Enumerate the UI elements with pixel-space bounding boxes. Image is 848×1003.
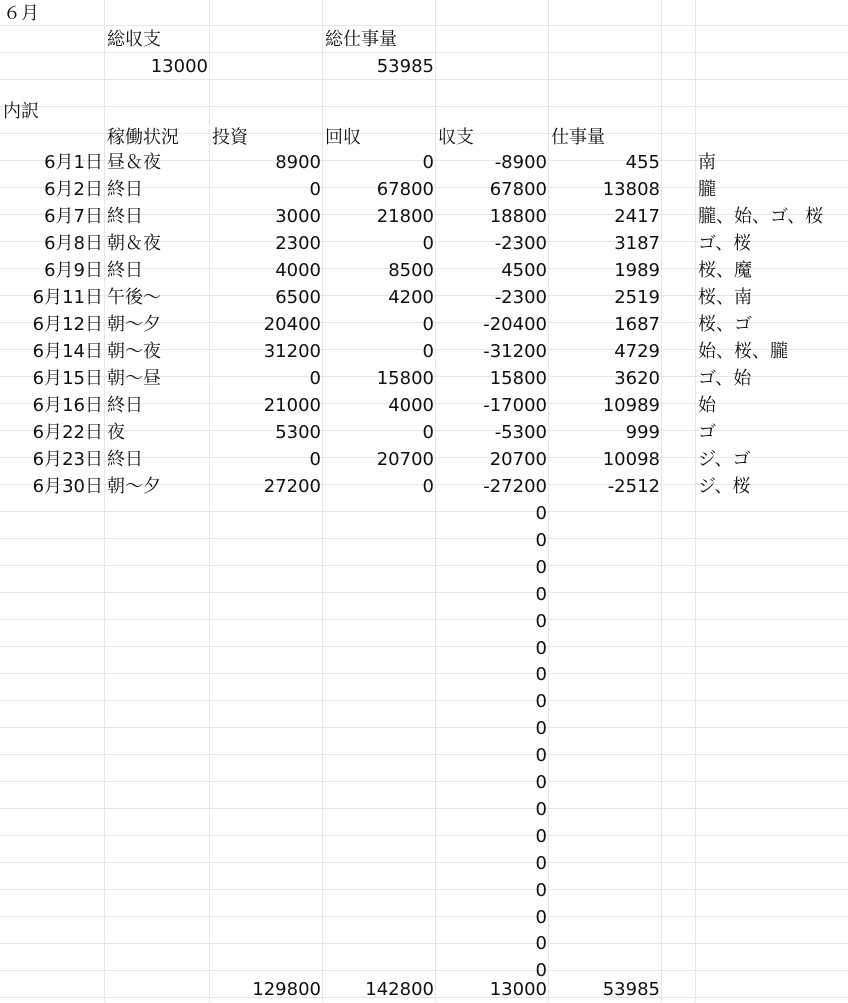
recovery-cell[interactable]: 67800 [376,179,434,200]
notes-cell[interactable]: 始 [698,395,716,416]
empty-balance-cell[interactable]: 0 [535,933,547,955]
empty-balance-cell[interactable]: 0 [535,825,547,847]
grid-row-line [0,619,848,620]
notes-cell[interactable]: 朧、始、ゴ、桜 [698,206,824,227]
status-cell[interactable]: 夜 [107,422,125,443]
empty-balance-cell[interactable]: 0 [535,772,547,793]
recovery-cell[interactable]: 21800 [376,206,434,227]
recovery-cell[interactable]: 0 [422,233,434,254]
balance-cell[interactable]: -2300 [494,233,547,254]
balance-cell[interactable]: -27200 [483,476,547,497]
grid-row-line [0,592,848,593]
empty-balance-cell[interactable]: 0 [535,852,547,874]
date-cell[interactable]: 6月22日 [32,422,103,443]
grid-row-line [0,862,848,863]
investment-cell[interactable]: 5300 [275,422,321,443]
grid-row-line [0,808,848,809]
empty-balance-cell[interactable]: 0 [535,691,547,713]
balance-cell[interactable]: 67800 [489,179,547,200]
recovery-cell[interactable]: 8500 [388,260,434,281]
empty-balance-cell[interactable]: 0 [535,556,547,578]
month-label-cell[interactable]: ６月 [3,3,39,24]
work-cell[interactable]: -2512 [607,476,660,497]
recovery-cell[interactable]: 20700 [376,449,434,470]
empty-balance-cell[interactable]: 0 [535,503,547,524]
grid-row-line [0,511,848,512]
recovery-cell[interactable]: 0 [422,476,434,497]
empty-balance-cell[interactable]: 0 [535,718,547,740]
investment-cell[interactable]: 31200 [263,341,321,362]
status-cell[interactable]: 終日 [107,449,143,470]
investment-cell[interactable]: 0 [309,179,321,200]
grid-row-line [0,835,848,836]
grid-row-line [0,727,848,728]
empty-balance-cell[interactable]: 0 [535,906,547,928]
investment-cell[interactable]: 0 [309,449,321,470]
investment-cell[interactable]: 2300 [275,233,321,254]
recovery-cell[interactable]: 4200 [388,287,434,308]
balance-cell[interactable]: -20400 [483,314,547,335]
balance-cell[interactable]: -17000 [483,395,547,416]
notes-cell[interactable]: ゴ、始 [698,368,752,389]
empty-balance-cell[interactable]: 0 [535,664,547,686]
investment-cell[interactable]: 0 [309,368,321,389]
notes-cell[interactable]: 朧 [698,179,716,200]
notes-cell[interactable]: 桜、魔 [698,260,752,281]
investment-cell[interactable]: 27200 [263,476,321,497]
notes-cell[interactable]: 桜、南 [698,287,752,308]
total-balance-label-cell[interactable]: 総収支 [107,29,161,50]
total-balance-cell[interactable]: 13000 [489,979,547,1000]
work-cell[interactable]: 4729 [614,341,660,362]
grid-row-line [0,565,848,566]
status-cell[interactable]: 昼＆夜 [107,152,161,173]
grid-row-line [0,916,848,917]
total-work-value-cell[interactable]: 53985 [376,56,434,77]
header-balance-cell[interactable]: 収支 [438,127,474,148]
grid-row-line [0,781,848,782]
balance-cell[interactable]: 20700 [489,449,547,470]
notes-cell[interactable]: ジ、桜 [698,476,751,497]
investment-cell[interactable]: 8900 [275,152,321,173]
grid-row-line [0,646,848,647]
date-cell[interactable]: 6月23日 [32,449,103,470]
notes-cell[interactable]: ジ、ゴ [698,449,751,470]
empty-balance-cell[interactable]: 0 [535,879,547,901]
work-cell[interactable]: 3187 [614,233,660,254]
total-work-label-cell[interactable]: 総仕事量 [325,29,397,50]
status-cell[interactable]: 終日 [107,395,143,416]
recovery-cell[interactable]: 0 [422,341,434,362]
date-cell[interactable]: 6月15日 [32,368,103,389]
balance-cell[interactable]: 15800 [489,368,547,389]
total-balance-value-cell[interactable]: 13000 [150,56,208,77]
notes-cell[interactable]: ゴ [698,422,716,443]
notes-cell[interactable]: 桜、ゴ [698,314,752,335]
header-status-cell[interactable]: 稼働状況 [107,127,179,148]
grid-row-line [0,943,848,944]
work-cell[interactable]: 999 [625,422,660,443]
status-cell[interactable]: 朝〜夕 [107,476,161,497]
recovery-cell[interactable]: 4000 [388,395,434,416]
notes-cell[interactable]: 南 [698,152,716,173]
work-cell[interactable]: 10098 [602,449,660,470]
balance-cell[interactable]: -2300 [494,287,547,308]
total-recovery-cell[interactable]: 142800 [365,979,434,1000]
date-cell[interactable]: 6月9日 [44,260,103,281]
header-work-cell[interactable]: 仕事量 [551,127,605,148]
balance-cell[interactable]: -8900 [494,152,547,173]
empty-balance-cell[interactable]: 0 [535,798,547,820]
date-cell[interactable]: 6月11日 [32,287,103,308]
work-cell[interactable]: 1687 [614,314,660,335]
work-cell[interactable]: 455 [625,152,660,173]
grid-row-line [0,889,848,890]
recovery-cell[interactable]: 0 [422,314,434,335]
grid-row-line [0,106,848,107]
header-recovery-cell[interactable]: 回収 [325,127,361,148]
date-cell[interactable]: 6月8日 [44,233,103,254]
empty-balance-cell[interactable]: 0 [535,610,547,632]
work-cell[interactable]: 2519 [614,287,660,308]
total-investment-cell[interactable]: 129800 [252,979,321,1000]
date-cell[interactable]: 6月14日 [32,341,103,362]
status-cell[interactable]: 朝〜夕 [107,314,161,335]
balance-cell[interactable]: -31200 [483,341,547,362]
balance-cell[interactable]: 4500 [501,260,547,281]
recovery-cell[interactable]: 15800 [376,368,434,389]
notes-cell[interactable]: 始、桜、朧 [698,341,788,362]
status-cell[interactable]: 朝＆夜 [107,233,161,254]
empty-balance-cell[interactable]: 0 [535,583,547,605]
date-cell[interactable]: 6月16日 [32,395,103,416]
work-cell[interactable]: 2417 [614,206,660,227]
status-cell[interactable]: 朝〜夜 [107,341,161,362]
investment-cell[interactable]: 4000 [275,260,321,281]
grid-row-line [0,970,848,971]
status-cell[interactable]: 朝〜昼 [107,368,161,389]
empty-balance-cell[interactable]: 0 [535,529,547,551]
grid-row-line [0,700,848,701]
empty-balance-cell[interactable]: 0 [535,637,547,659]
grid-row-line [0,538,848,539]
date-cell[interactable]: 6月12日 [32,314,103,335]
work-cell[interactable]: 3620 [614,368,660,389]
empty-balance-cell[interactable]: 0 [535,745,547,767]
work-cell[interactable]: 1989 [614,260,660,281]
recovery-cell[interactable]: 0 [422,422,434,443]
empty-balance-cell[interactable]: 0 [535,960,547,982]
status-cell[interactable]: 終日 [107,179,143,200]
work-cell[interactable]: 10989 [602,395,660,416]
grid-row-line [0,754,848,755]
status-cell[interactable]: 終日 [107,260,143,281]
status-cell[interactable]: 午後〜 [107,287,161,308]
total-work-cell[interactable]: 53985 [602,979,660,1000]
date-cell[interactable]: 6月2日 [44,179,103,200]
date-cell[interactable]: 6月7日 [44,206,103,227]
date-cell[interactable]: 6月30日 [32,476,103,497]
investment-cell[interactable]: 6500 [275,287,321,308]
recovery-cell[interactable]: 0 [422,152,434,173]
notes-cell[interactable]: ゴ、桜 [698,233,752,254]
work-cell[interactable]: 13808 [602,179,660,200]
breakdown-label-cell[interactable]: 内訳 [3,101,39,122]
balance-cell[interactable]: -5300 [494,422,547,443]
investment-cell[interactable]: 3000 [275,206,321,227]
balance-cell[interactable]: 18800 [489,206,547,227]
header-investment-cell[interactable]: 投資 [212,127,248,148]
investment-cell[interactable]: 20400 [263,314,321,335]
grid-row-line [0,673,848,674]
investment-cell[interactable]: 21000 [263,395,321,416]
date-cell[interactable]: 6月1日 [44,152,103,173]
status-cell[interactable]: 終日 [107,206,143,227]
